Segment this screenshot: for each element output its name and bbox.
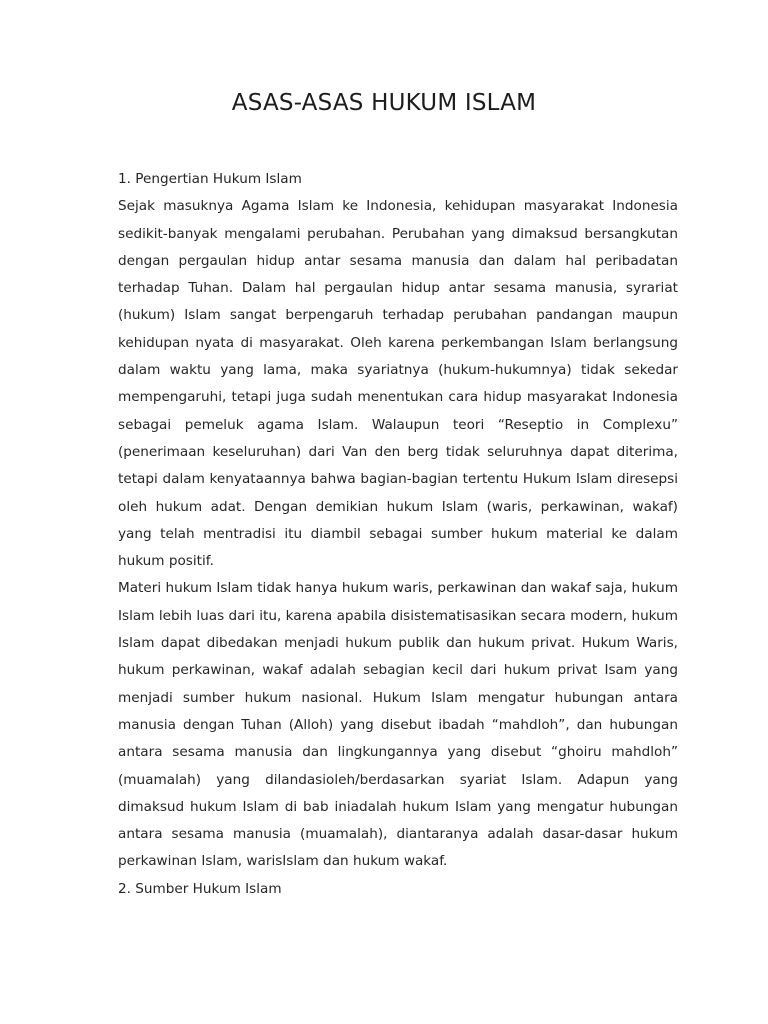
section-heading-pengertian: 1. Pengertian Hukum Islam — [118, 171, 302, 187]
paragraph-1: Sejak masuknya Agama Islam ke Indonesia, kehidupan masyarakat Indonesia sedikit-banyak mengalami perubahan. Perubahan yang dimaksud bersangkutan dengan pergaulan hidup antar sesama manusia dan dalam hal peribadatan terhadap Tuhan. Dalam hal pergaulan hidup antar sesama manusia, syrariat (hukum) Islam sangat berpengaruh terhadap perubahan pandangan maupun kehidupan nyata di masyarakat. Oleh karena perkembangan Islam berlangsung dalam waktu yang lama, maka syariatnya (hukum-hukumnya) tidak sekedar mempengaruhi, tetapi juga sudah menentukan cara hidup masyarakat Indonesia sebagai pemeluk agama Islam. Walaupun teori “Reseptio in Complexu” (penerimaan keseluruhan) dari Van den berg tidak seluruhnya dapat diterima, tetapi dalam kenyataannya bahwa bagian-bagian tertentu Hukum Islam diresepsi oleh hukum adat. Dengan demikian hukum Islam (waris, perkawinan, wakaf) yang telah mentradisi itu diambil sebagai sumber hukum material ke dalam hukum positif. — [118, 198, 678, 570]
paragraph-2: Materi hukum Islam tidak hanya hukum waris, perkawinan dan wakaf saja, hukum Islam lebih luas dari itu, karena apabila disistematisasikan secara modern, hukum Islam dapat dibedakan menjadi hukum publik dan hukum privat. Hukum Waris, hukum perkawinan, wakaf adalah sebagian kecil dari hukum privat Isam yang menjadi sumber hukum nasional. Hukum Islam mengatur hubungan antara manusia dengan Tuhan (Alloh) yang disebut ibadah “mahdloh”, dan hubungan antara sesama manusia dan lingkungannya yang disebut “ghoiru mahdloh” (muamalah) yang dilandasioleh/berdasarkan syariat Islam. Adapun yang dimaksud hukum Islam di bab iniadalah hukum Islam yang mengatur hubungan antara sesama manusia (muamalah), diantaranya adalah dasar-dasar hukum perkawinan Islam, warisIslam dan hukum wakaf. — [118, 580, 678, 870]
document-title: ASAS-ASAS HUKUM ISLAM — [231, 90, 537, 116]
section-heading-sumber: 2. Sumber Hukum Islam — [118, 880, 282, 897]
document-body — [118, 166, 678, 903]
